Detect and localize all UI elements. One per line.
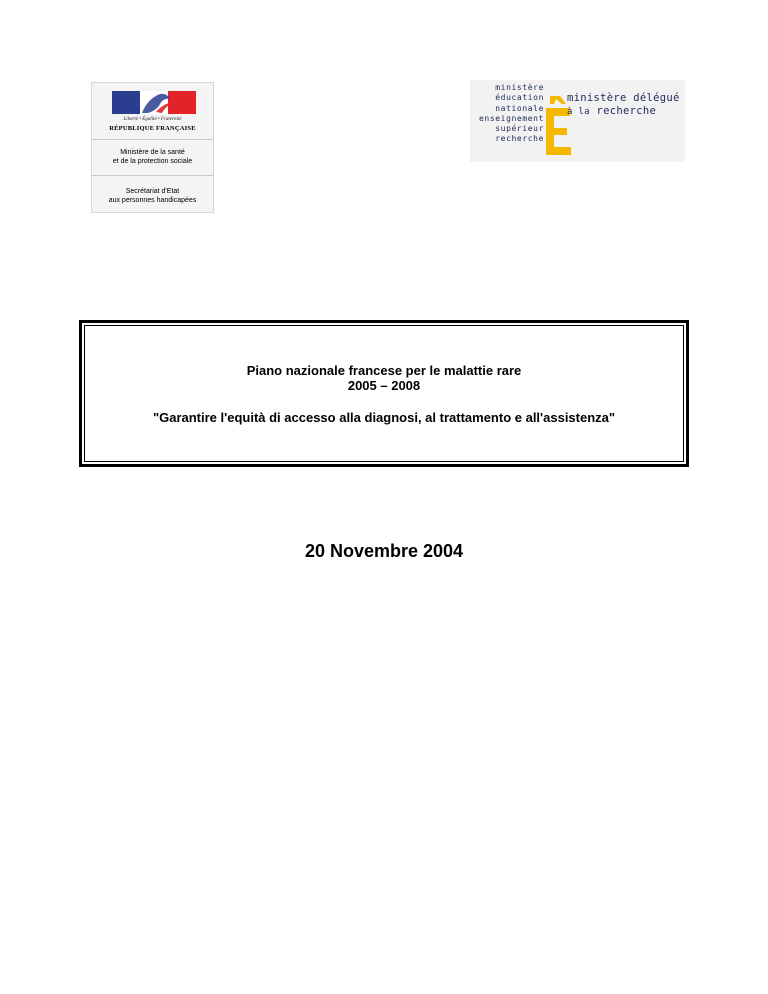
me-line-5: supérieur bbox=[495, 124, 544, 134]
title-frame bbox=[79, 320, 689, 467]
document-years: 2005 – 2008 bbox=[347, 378, 421, 393]
rf-name: RÉPUBLIQUE FRANÇAISE bbox=[109, 125, 196, 132]
me-right-line-1: ministère délégué bbox=[567, 92, 680, 104]
me-line-3: nationale bbox=[495, 103, 544, 113]
ministere-delegue-text bbox=[567, 92, 680, 119]
title-frame-inner bbox=[84, 325, 684, 462]
secretariat-label bbox=[92, 177, 213, 212]
me-right-prefix: à la bbox=[567, 107, 590, 117]
rf-motto: Liberté • Égalité • Fraternité bbox=[123, 117, 182, 122]
me-line-6: recherche bbox=[495, 134, 544, 144]
ministry-health-label bbox=[92, 140, 213, 176]
ministry-line-1: Ministère de la santé bbox=[120, 149, 185, 156]
me-line-2: éducation bbox=[495, 93, 544, 103]
ministere-education-text bbox=[479, 83, 544, 145]
republique-francaise-logo bbox=[91, 82, 214, 213]
me-line-1: ministère bbox=[495, 83, 544, 92]
document-title: Piano nazionale francese per le malattie rare bbox=[246, 363, 522, 378]
me-line-4: enseignement bbox=[479, 113, 544, 123]
marianne-flag-icon bbox=[112, 91, 196, 114]
me-right-line-2 bbox=[567, 105, 680, 119]
secretariat-line-1: Secrétariat d'Etat bbox=[125, 188, 180, 195]
secretariat-line-2: aux personnes handicapées bbox=[108, 197, 197, 204]
marianne-emblem bbox=[92, 83, 213, 140]
document-date: 20 Novembre 2004 bbox=[304, 541, 464, 561]
ministry-line-2: et de la protection sociale bbox=[112, 158, 193, 165]
document-subtitle: "Garantire l'equità di accesso alla diagnosi, al trattamento e all'assistenza" bbox=[152, 410, 616, 425]
me-right-word: recherche bbox=[596, 105, 657, 117]
ministere-education-logo bbox=[470, 80, 685, 162]
